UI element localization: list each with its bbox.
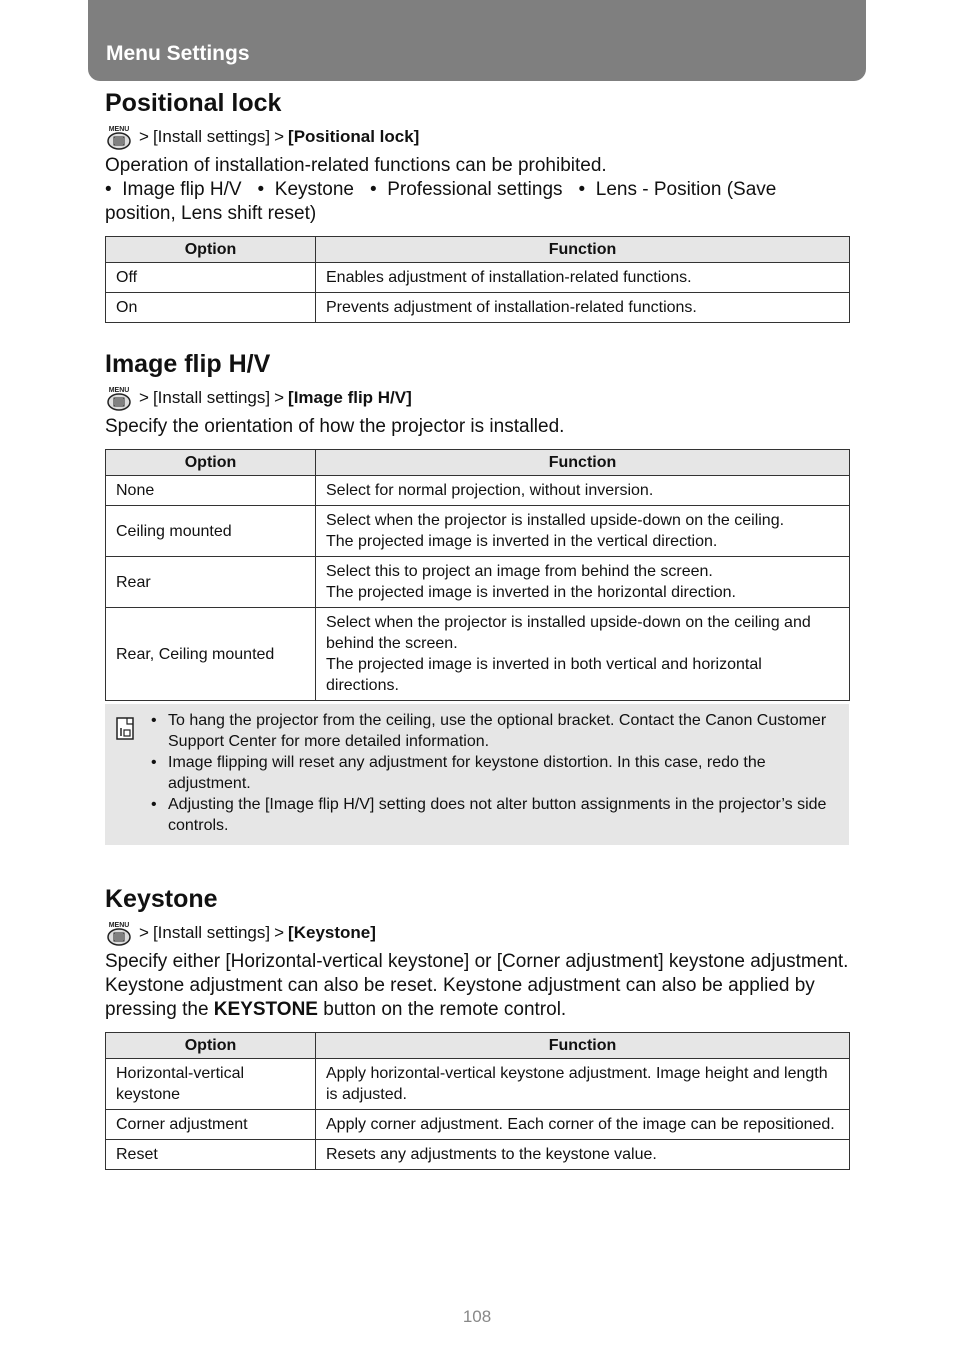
section-description: Specify either [Horizontal-vertical keystone] or [Corner adjustment] keystone adjustment. Keystone adjustment can also be reset. Keystone adjustment can also be applied by pressing the KEYSTONE button on the remote control. (105, 951, 849, 1020)
inline-bullet-list (105, 178, 850, 226)
options-table (105, 236, 850, 323)
section-keystone (105, 884, 850, 1170)
function-cell: Select when the projector is installed upside-down on the ceiling. The projected image is inverted in the vertical direction. (316, 506, 850, 557)
path-prefix: [Install settings] (152, 388, 271, 407)
path-separator: > (139, 127, 149, 146)
option-cell: Rear, Ceiling mounted (106, 608, 316, 701)
path-prefix: [Install settings] (152, 127, 271, 146)
option-cell: Horizontal-vertical keystone (106, 1059, 316, 1110)
function-cell: Select for normal projection, without inversion. (316, 476, 850, 506)
table-row (106, 1110, 850, 1140)
column-header: Option (106, 237, 316, 263)
table-row (106, 1059, 850, 1110)
section-description: Specify the orientation of how the projector is installed. (105, 416, 565, 437)
menu-path (105, 385, 850, 411)
path-prefix: [Install settings] (152, 923, 271, 942)
option-cell: Corner adjustment (106, 1110, 316, 1140)
menu-path (105, 920, 850, 946)
menu-icon-label: MENU (108, 126, 130, 133)
section-positional-lock (105, 88, 850, 323)
table-row (106, 1140, 850, 1170)
option-cell: None (106, 476, 316, 506)
table-row (106, 506, 850, 557)
list-item: • To hang the projector from the ceiling, use the optional bracket. Contact the Canon Customer Support Center for more detailed information. (151, 710, 831, 752)
table-row (106, 263, 850, 293)
inline-bullet: • Keystone (257, 179, 354, 200)
section-title: Keystone (105, 885, 218, 913)
function-cell: Select this to project an image from behind the screen. The projected image is inverted in the horizontal direction. (316, 557, 850, 608)
note-icon (115, 716, 137, 742)
option-cell: Reset (106, 1140, 316, 1170)
function-cell: Apply corner adjustment. Each corner of the image can be repositioned. (316, 1110, 850, 1140)
column-header: Option (106, 450, 316, 476)
table-row (106, 557, 850, 608)
table-header-row (106, 450, 850, 476)
section-image-flip (105, 349, 850, 701)
path-target: [Positional lock] (288, 127, 420, 146)
path-separator: > (139, 388, 149, 407)
menu-icon-label: MENU (108, 922, 130, 929)
menu-button-icon (105, 124, 133, 150)
inline-bullet: • Image flip H/V (105, 179, 242, 200)
note-list (151, 710, 831, 836)
path-separator: > (274, 388, 285, 407)
column-header: Function (316, 1033, 850, 1059)
function-cell: Select when the projector is installed upside-down on the ceiling and behind the screen. The projected image is inverted in both vertical and horizontal directions. (316, 608, 850, 701)
section-title: Positional lock (105, 89, 282, 117)
note-box (105, 704, 849, 845)
table-row (106, 293, 850, 323)
menu-button-icon (105, 385, 133, 411)
column-header: Function (316, 450, 850, 476)
inline-bullet: • Professional settings (370, 179, 563, 200)
header-title: Menu Settings (106, 42, 250, 65)
option-cell: Ceiling mounted (106, 506, 316, 557)
table-header-row (106, 1033, 850, 1059)
section-title: Image flip H/V (105, 350, 271, 378)
option-cell: Off (106, 263, 316, 293)
option-cell: Rear (106, 557, 316, 608)
list-item: • Adjusting the [Image flip H/V] setting does not alter button assignments in the projector’s side controls. (151, 794, 831, 836)
option-cell: On (106, 293, 316, 323)
menu-button-icon (105, 920, 133, 946)
section-description: Operation of installation-related functions can be prohibited. (105, 155, 607, 176)
page-number: 108 (462, 1307, 492, 1326)
list-item: • Image flipping will reset any adjustment for keystone distortion. In this case, redo the adjustment. (151, 752, 831, 794)
function-cell: Enables adjustment of installation-related functions. (316, 263, 850, 293)
path-separator: > (274, 923, 285, 942)
options-table (105, 449, 850, 701)
inline-bullet: • Lens - Position (Save position, Lens shift reset) (105, 179, 777, 224)
path-target: [Image flip H/V] (288, 388, 412, 407)
path-separator: > (274, 127, 285, 146)
function-cell: Resets any adjustments to the keystone value. (316, 1140, 850, 1170)
function-cell: Prevents adjustment of installation-related functions. (316, 293, 850, 323)
menu-icon-label: MENU (108, 387, 130, 394)
column-header: Function (316, 237, 850, 263)
table-row (106, 476, 850, 506)
header-band (88, 0, 866, 81)
options-table (105, 1032, 850, 1170)
path-separator: > (139, 923, 149, 942)
table-row (106, 608, 850, 701)
keystone-button-name: KEYSTONE (213, 999, 318, 1020)
function-cell: Apply horizontal-vertical keystone adjustment. Image height and length is adjusted. (316, 1059, 850, 1110)
menu-path (105, 124, 850, 150)
table-header-row (106, 237, 850, 263)
column-header: Option (106, 1033, 316, 1059)
path-target: [Keystone] (288, 923, 376, 942)
